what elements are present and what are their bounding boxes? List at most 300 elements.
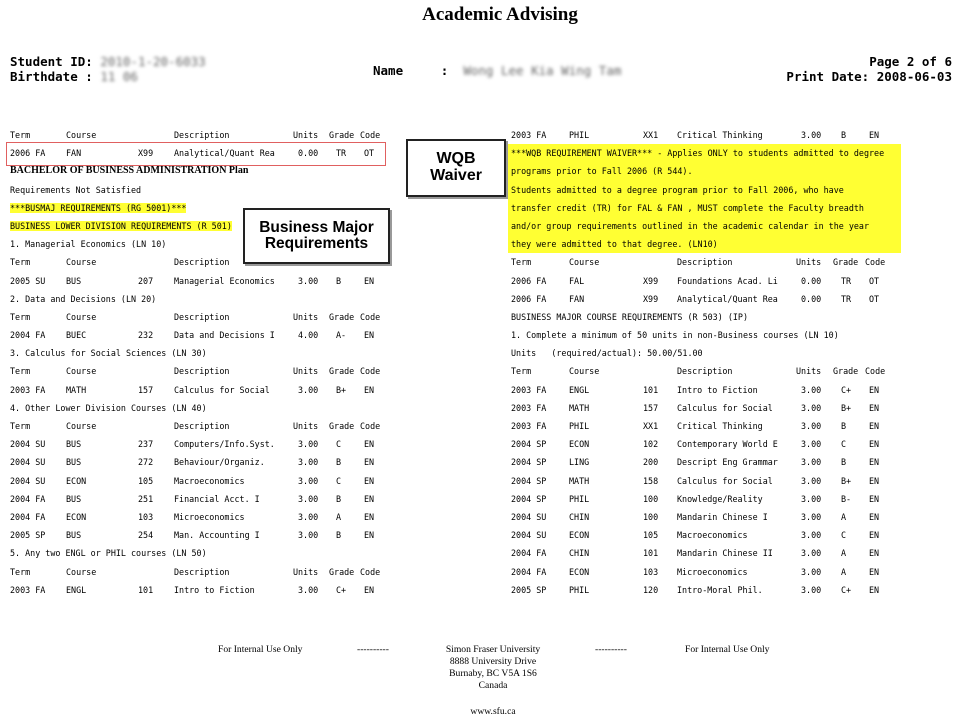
term: 2004 SP bbox=[511, 493, 547, 504]
grade: TR bbox=[841, 275, 852, 286]
internal-use-left: For Internal Use Only bbox=[218, 644, 303, 655]
waiver-line: programs prior to Fall 2006 (R 544). bbox=[511, 166, 693, 177]
course-number: XX1 bbox=[643, 130, 659, 140]
course-number: 200 bbox=[643, 457, 659, 468]
description: Behaviour/Organiz. bbox=[174, 457, 265, 468]
subject: FAN bbox=[569, 293, 585, 304]
subject: MATH bbox=[569, 402, 590, 413]
term: 2004 SU bbox=[511, 511, 547, 522]
term: 2004 SP bbox=[511, 457, 547, 468]
description: Critical Thinking bbox=[677, 130, 763, 140]
subject: BUS bbox=[66, 275, 82, 286]
birthdate-value: 11 06 bbox=[100, 69, 138, 84]
birthdate-line bbox=[10, 69, 138, 84]
grade: B bbox=[336, 493, 342, 504]
col-code: Code bbox=[360, 366, 381, 377]
code: EN bbox=[869, 566, 880, 577]
code: EN bbox=[364, 330, 375, 341]
col-description: Description bbox=[174, 130, 230, 140]
description: Man. Accounting I bbox=[174, 530, 260, 541]
col-course: Course bbox=[66, 257, 97, 268]
code: EN bbox=[869, 130, 880, 140]
birthdate-label: Birthdate : bbox=[10, 69, 93, 84]
name-value: Wong Lee Kia Wing Tam bbox=[463, 63, 622, 78]
grade: TR bbox=[336, 148, 347, 159]
term: 2004 SU bbox=[511, 530, 547, 541]
term: 2003 FA bbox=[10, 584, 46, 595]
subject: ECON bbox=[569, 530, 590, 541]
col-term: Term bbox=[10, 130, 31, 140]
page-number: Page 2 of 6 bbox=[869, 54, 952, 69]
col-code: Code bbox=[865, 366, 886, 377]
units: 3.00 bbox=[298, 439, 319, 450]
subject: FAL bbox=[569, 275, 585, 286]
units: 3.00 bbox=[801, 457, 822, 468]
requirement-group-title: 3. Calculus for Social Sciences (LN 30) bbox=[10, 348, 207, 359]
left-column bbox=[10, 126, 382, 599]
col-units: Units bbox=[796, 366, 822, 377]
term: 2004 SU bbox=[10, 457, 46, 468]
course-number: 251 bbox=[138, 493, 154, 504]
grade: B+ bbox=[841, 402, 852, 413]
code: EN bbox=[869, 384, 880, 395]
column-header-row bbox=[511, 253, 901, 271]
course-row bbox=[511, 526, 901, 544]
col-term: Term bbox=[511, 366, 532, 377]
description: Calculus for Social bbox=[677, 402, 773, 413]
requirement-group-title: 5. Any two ENGL or PHIL courses (LN 50) bbox=[10, 548, 207, 559]
col-description: Description bbox=[677, 366, 733, 377]
units: 3.00 bbox=[801, 439, 822, 450]
term: 2004 FA bbox=[511, 566, 547, 577]
description: Macroeconomics bbox=[174, 475, 245, 486]
course-row bbox=[10, 326, 382, 344]
course-number: 272 bbox=[138, 457, 154, 468]
col-description: Description bbox=[174, 311, 230, 322]
term: 2006 FA bbox=[511, 293, 547, 304]
column-header-row bbox=[10, 417, 382, 435]
subject: MATH bbox=[569, 475, 590, 486]
term: 2006 FA bbox=[10, 148, 46, 159]
major-course-rows bbox=[511, 381, 901, 599]
grade: A bbox=[841, 511, 847, 522]
course-number: 102 bbox=[643, 439, 659, 450]
requirement-group-title: 4. Other Lower Division Courses (LN 40) bbox=[10, 402, 207, 413]
course-number: 120 bbox=[643, 584, 659, 595]
course-row bbox=[511, 472, 901, 490]
course-row bbox=[511, 417, 901, 435]
code: OT bbox=[364, 148, 375, 159]
course-number: 105 bbox=[138, 475, 154, 486]
col-units: Units bbox=[293, 366, 319, 377]
grade: C bbox=[841, 439, 847, 450]
subject: LING bbox=[569, 457, 590, 468]
term: 2003 FA bbox=[511, 384, 547, 395]
subject: BUS bbox=[66, 530, 82, 541]
course-row bbox=[511, 290, 901, 308]
plan-title: BACHELOR OF BUSINESS ADMINISTRATION Plan bbox=[10, 165, 249, 177]
business-major-callout bbox=[243, 208, 390, 264]
units: 0.00 bbox=[298, 148, 319, 159]
major-requirement-item: 1. Complete a minimum of 50 units in non-Business courses (LN 10) bbox=[511, 330, 839, 341]
term: 2004 SU bbox=[10, 439, 46, 450]
major-requirements-title: BUSINESS MAJOR COURSE REQUIREMENTS (R 503) (IP) bbox=[511, 311, 748, 322]
term: 2004 FA bbox=[10, 330, 46, 341]
student-id-label: Student ID: bbox=[10, 54, 93, 69]
requirement-group-title: 2. Data and Decisions (LN 20) bbox=[10, 293, 157, 304]
column-header-row bbox=[10, 308, 382, 326]
student-id-value: 2010-1-20-6033 bbox=[100, 54, 206, 69]
code: EN bbox=[869, 548, 880, 559]
col-description: Description bbox=[174, 421, 230, 431]
units: 3.00 bbox=[801, 511, 822, 522]
course-row bbox=[511, 581, 901, 599]
requirements-not-satisfied: Requirements Not Satisfied bbox=[10, 184, 142, 195]
course-number: 237 bbox=[138, 439, 154, 450]
course-number: 157 bbox=[643, 402, 659, 413]
course-row bbox=[511, 563, 901, 581]
name-line bbox=[373, 63, 621, 78]
term: 2004 FA bbox=[10, 511, 46, 522]
units: 3.00 bbox=[801, 548, 822, 559]
course-row bbox=[10, 472, 382, 490]
description: Descript Eng Grammar bbox=[677, 457, 778, 468]
course-row bbox=[511, 399, 901, 417]
description: Mandarin Chinese I bbox=[677, 511, 768, 522]
units: 3.00 bbox=[298, 275, 319, 286]
course-number: 103 bbox=[643, 566, 659, 577]
units: 3.00 bbox=[298, 511, 319, 522]
description: Foundations Acad. Li bbox=[677, 275, 778, 286]
description: Intro-Moral Phil. bbox=[677, 584, 763, 595]
description: Computers/Info.Syst. bbox=[174, 439, 275, 450]
term: 2003 FA bbox=[511, 130, 547, 140]
col-course: Course bbox=[569, 366, 600, 377]
col-grade: Grade bbox=[833, 366, 859, 377]
description: Intro to Fiction bbox=[174, 584, 255, 595]
subject: CHIN bbox=[569, 511, 590, 522]
units-required-actual: Units (required/actual): 50.00/51.00 bbox=[511, 348, 703, 359]
subject: PHIL bbox=[569, 130, 590, 140]
units: 3.00 bbox=[298, 384, 319, 395]
units: 3.00 bbox=[298, 530, 319, 541]
col-course: Course bbox=[66, 311, 97, 322]
units: 3.00 bbox=[298, 457, 319, 468]
course-row bbox=[10, 581, 382, 599]
course-row bbox=[10, 381, 382, 399]
subject: PHIL bbox=[569, 493, 590, 504]
grade: A bbox=[336, 511, 342, 522]
course-number: 105 bbox=[643, 530, 659, 541]
code: EN bbox=[869, 421, 880, 431]
subject: ECON bbox=[569, 566, 590, 577]
course-row bbox=[10, 490, 382, 508]
course-number: 157 bbox=[138, 384, 154, 395]
term: 2004 SP bbox=[511, 475, 547, 486]
code: EN bbox=[364, 384, 375, 395]
col-term: Term bbox=[10, 366, 31, 377]
code: EN bbox=[364, 439, 375, 450]
col-description: Description bbox=[174, 257, 230, 268]
grade: B bbox=[841, 457, 847, 468]
description: Financial Acct. I bbox=[174, 493, 260, 504]
course-row bbox=[511, 381, 901, 399]
university-name: Simon Fraser University bbox=[445, 644, 541, 655]
internal-use-right: For Internal Use Only bbox=[685, 644, 770, 655]
units: 3.00 bbox=[801, 566, 822, 577]
course-number: 254 bbox=[138, 530, 154, 541]
code: EN bbox=[869, 511, 880, 522]
continued-course-row bbox=[511, 126, 901, 144]
code: OT bbox=[869, 275, 880, 286]
col-units: Units bbox=[293, 311, 319, 322]
units: 4.00 bbox=[298, 330, 319, 341]
grade: C bbox=[336, 439, 342, 450]
university-address bbox=[418, 644, 568, 692]
code: EN bbox=[364, 457, 375, 468]
subject: ECON bbox=[66, 511, 87, 522]
description: Contemporary World E bbox=[677, 439, 778, 450]
course-number: 207 bbox=[138, 275, 154, 286]
grade: B bbox=[336, 457, 342, 468]
description: Microeconomics bbox=[174, 511, 245, 522]
units: 3.00 bbox=[801, 384, 822, 395]
wqb-waiver-callout bbox=[406, 139, 506, 197]
subject: MATH bbox=[66, 384, 87, 395]
grade: A bbox=[841, 548, 847, 559]
term: 2004 FA bbox=[10, 493, 46, 504]
description: Mandarin Chinese II bbox=[677, 548, 773, 559]
subject: ECON bbox=[66, 475, 87, 486]
name-colon: : bbox=[440, 63, 449, 78]
wqb-waiver-callout-text: WQB Waiver bbox=[430, 150, 482, 184]
col-units: Units bbox=[293, 566, 319, 577]
waiver-line: Students admitted to a degree program prior to Fall 2006, who have bbox=[511, 184, 844, 195]
course-row bbox=[10, 508, 382, 526]
col-code: Code bbox=[865, 257, 886, 268]
grade: C bbox=[336, 475, 342, 486]
grade: B bbox=[841, 130, 847, 140]
description: Calculus for Social bbox=[174, 384, 270, 395]
col-term: Term bbox=[10, 421, 31, 431]
subject: BUS bbox=[66, 439, 82, 450]
course-number: 101 bbox=[138, 584, 154, 595]
code: EN bbox=[364, 493, 375, 504]
code: EN bbox=[869, 493, 880, 504]
course-number: 103 bbox=[138, 511, 154, 522]
grade: B bbox=[336, 530, 342, 541]
units: 3.00 bbox=[298, 493, 319, 504]
grade: C+ bbox=[841, 384, 852, 395]
description: Analytical/Quant Rea bbox=[677, 293, 778, 304]
course-number: X99 bbox=[643, 275, 659, 286]
code: EN bbox=[869, 402, 880, 413]
col-course: Course bbox=[569, 257, 600, 268]
term: 2004 SU bbox=[10, 475, 46, 486]
busmaj-requirements: ***BUSMAJ REQUIREMENTS (RG 5001)*** bbox=[10, 202, 187, 213]
col-grade: Grade bbox=[329, 566, 355, 577]
col-course: Course bbox=[66, 130, 97, 140]
term: 2005 SU bbox=[10, 275, 46, 286]
col-grade: Grade bbox=[329, 311, 355, 322]
subject: PHIL bbox=[569, 421, 590, 431]
col-description: Description bbox=[174, 366, 230, 377]
course-row bbox=[511, 453, 901, 471]
subject: CHIN bbox=[569, 548, 590, 559]
lower-division-requirements: BUSINESS LOWER DIVISION REQUIREMENTS (R 501) bbox=[10, 220, 232, 231]
code: EN bbox=[869, 584, 880, 595]
course-number: 101 bbox=[643, 548, 659, 559]
waiver-line: and/or group requirements outlined in the academic calendar in the year bbox=[511, 220, 869, 231]
course-row bbox=[511, 508, 901, 526]
right-column bbox=[511, 126, 901, 599]
course-number: X99 bbox=[138, 148, 154, 159]
col-code: Code bbox=[360, 421, 381, 431]
course-row bbox=[10, 526, 382, 544]
units: 3.00 bbox=[298, 584, 319, 595]
waiver-course-rows bbox=[511, 272, 901, 308]
course-number: XX1 bbox=[643, 421, 659, 431]
country: Canada bbox=[478, 680, 508, 691]
business-major-callout-text: Business Major Requirements bbox=[259, 218, 374, 252]
waiver-line: transfer credit (TR) for FAL & FAN , MUST complete the Faculty breadth bbox=[511, 202, 864, 213]
units: 3.00 bbox=[801, 130, 822, 140]
course-number: 100 bbox=[643, 511, 659, 522]
col-grade: Grade bbox=[329, 130, 355, 140]
subject: BUS bbox=[66, 493, 82, 504]
code: EN bbox=[869, 439, 880, 450]
grade: B- bbox=[841, 493, 852, 504]
col-term: Term bbox=[10, 566, 31, 577]
col-course: Course bbox=[66, 421, 97, 431]
waiver-line: they were admitted to that degree. (LN10) bbox=[511, 239, 718, 250]
course-number: 158 bbox=[643, 475, 659, 486]
term: 2003 FA bbox=[511, 402, 547, 413]
term: 2005 SP bbox=[511, 584, 547, 595]
requirement-group-title: 1. Managerial Economics (LN 10) bbox=[10, 239, 167, 250]
code: OT bbox=[869, 293, 880, 304]
code: EN bbox=[364, 530, 375, 541]
course-row bbox=[511, 490, 901, 508]
city-address: Burnaby, BC V5A 1S6 bbox=[449, 668, 537, 679]
units: 3.00 bbox=[801, 421, 822, 431]
col-code: Code bbox=[360, 311, 381, 322]
student-id-line bbox=[10, 54, 206, 69]
grade: TR bbox=[841, 293, 852, 304]
term: 2003 FA bbox=[511, 421, 547, 431]
col-term: Term bbox=[10, 257, 31, 268]
grade: A bbox=[841, 566, 847, 577]
grade: C+ bbox=[841, 584, 852, 595]
course-row bbox=[10, 453, 382, 471]
subject: ENGL bbox=[66, 584, 87, 595]
description: Microeconomics bbox=[677, 566, 748, 577]
description: Critical Thinking bbox=[677, 421, 763, 431]
code: EN bbox=[364, 511, 375, 522]
grade: A- bbox=[336, 330, 347, 341]
description: Calculus for Social bbox=[677, 475, 773, 486]
wqb-row-highlight bbox=[6, 142, 386, 166]
term: 2006 FA bbox=[511, 275, 547, 286]
units: 3.00 bbox=[801, 493, 822, 504]
code: EN bbox=[364, 584, 375, 595]
subject: BUS bbox=[66, 457, 82, 468]
units: 0.00 bbox=[801, 275, 822, 286]
code: EN bbox=[869, 530, 880, 541]
course-row bbox=[511, 435, 901, 453]
requirement-groups bbox=[10, 235, 382, 599]
description: Knowledge/Reality bbox=[677, 493, 763, 504]
grade: C+ bbox=[336, 584, 347, 595]
course-row bbox=[10, 435, 382, 453]
description: Data and Decisions I bbox=[174, 330, 275, 341]
col-grade: Grade bbox=[329, 366, 355, 377]
dash-left: ---------- bbox=[357, 644, 389, 655]
grade: B+ bbox=[841, 475, 852, 486]
column-header-row bbox=[10, 563, 382, 581]
units: 0.00 bbox=[801, 293, 822, 304]
course-row bbox=[10, 272, 382, 290]
col-term: Term bbox=[10, 311, 31, 322]
column-header-row bbox=[10, 362, 382, 380]
grade: B bbox=[336, 275, 342, 286]
code: EN bbox=[364, 475, 375, 486]
code: EN bbox=[364, 275, 375, 286]
subject: PHIL bbox=[569, 584, 590, 595]
course-number: 100 bbox=[643, 493, 659, 504]
col-term: Term bbox=[511, 257, 532, 268]
subject: FAN bbox=[66, 148, 82, 159]
col-units: Units bbox=[796, 257, 822, 268]
course-row bbox=[511, 272, 901, 290]
grade: B bbox=[841, 421, 847, 431]
col-units: Units bbox=[293, 130, 319, 140]
units: 3.00 bbox=[801, 584, 822, 595]
dash-right: ---------- bbox=[595, 644, 627, 655]
subject: ENGL bbox=[569, 384, 590, 395]
description: Managerial Economics bbox=[174, 275, 275, 286]
course-number: 232 bbox=[138, 330, 154, 341]
course-number: 101 bbox=[643, 384, 659, 395]
units: 3.00 bbox=[801, 530, 822, 541]
street-address: 8888 University Drive bbox=[449, 656, 537, 667]
col-units: Units bbox=[293, 421, 319, 431]
col-description: Description bbox=[174, 566, 230, 577]
grade: C bbox=[841, 530, 847, 541]
description: Intro to Fiction bbox=[677, 384, 758, 395]
col-description: Description bbox=[677, 257, 733, 268]
column-header-row bbox=[511, 362, 901, 380]
col-code: Code bbox=[360, 130, 381, 140]
subject: ECON bbox=[569, 439, 590, 450]
units: 3.00 bbox=[801, 402, 822, 413]
term: 2004 SP bbox=[511, 439, 547, 450]
description: Analytical/Quant Rea bbox=[174, 148, 275, 159]
subject: BUEC bbox=[66, 330, 87, 341]
units: 3.00 bbox=[801, 475, 822, 486]
code: EN bbox=[869, 475, 880, 486]
name-label: Name bbox=[373, 63, 404, 78]
wqb-waiver-notice bbox=[508, 144, 901, 253]
waiver-line: ***WQB REQUIREMENT WAIVER*** - Applies ONLY to students admitted to degree bbox=[511, 148, 885, 159]
course-row bbox=[511, 544, 901, 562]
term: 2004 FA bbox=[511, 548, 547, 559]
term: 2003 FA bbox=[10, 384, 46, 395]
description: Macroeconomics bbox=[677, 530, 748, 541]
course-number: X99 bbox=[643, 293, 659, 304]
col-course: Course bbox=[66, 566, 97, 577]
print-date: Print Date: 2008-06-03 bbox=[786, 69, 952, 84]
